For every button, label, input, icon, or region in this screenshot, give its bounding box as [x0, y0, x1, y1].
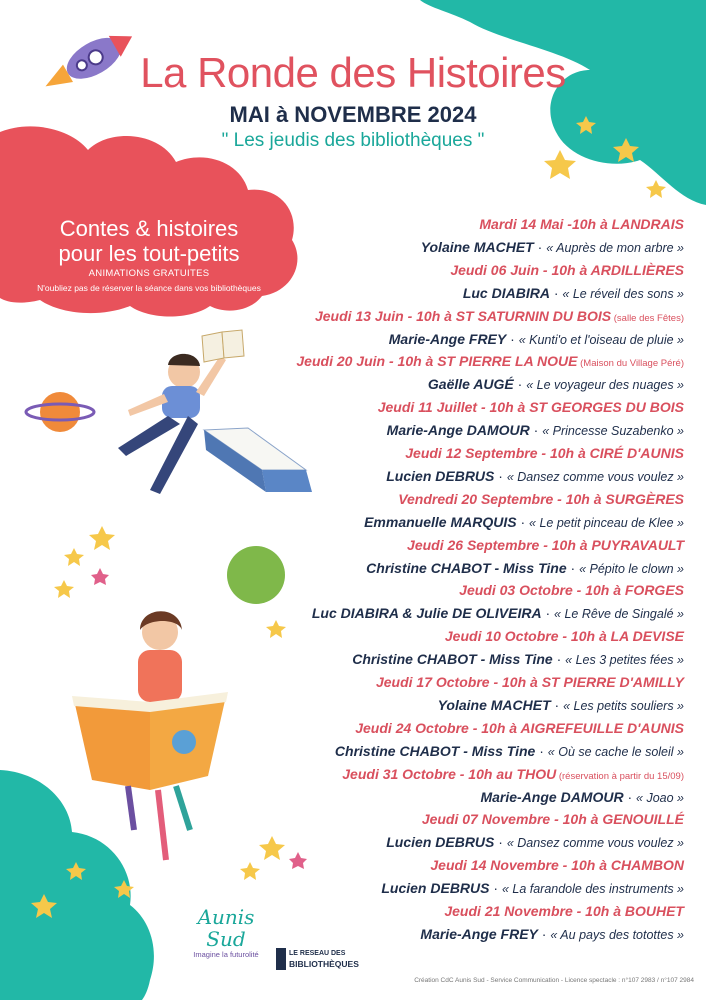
story-title: « Pépito le clown »	[579, 561, 684, 576]
event-item	[244, 580, 684, 626]
event-item	[244, 443, 684, 489]
event-storyteller-line	[244, 374, 684, 395]
aunis-sud-tagline: Imagine la futurolité	[193, 950, 259, 959]
separator-dot: ·	[513, 376, 527, 393]
event-date: Jeudi 03 Octobre - 10h à FORGES	[459, 582, 684, 599]
orange-planet-icon	[26, 392, 94, 432]
boy-illustration	[118, 354, 226, 494]
separator-dot: ·	[506, 330, 519, 347]
aunis-sud-wordmark: Aunis Sud	[197, 905, 255, 951]
story-title: « Dansez comme vous voulez »	[506, 469, 684, 484]
event-item	[244, 489, 684, 535]
credit-line: Création CdC Aunis Sud - Service Communication - Licence spectacle : n°107 2983 / n°107 2984	[414, 977, 694, 984]
event-item	[244, 764, 684, 810]
storyteller-name: Christine CHABOT - Miss Tine	[352, 651, 553, 668]
event-storyteller-line	[244, 237, 684, 258]
story-title: « Le voyageur des nuages »	[526, 378, 684, 393]
event-item	[244, 626, 684, 672]
event-date: Jeudi 11 Juillet - 10h à ST GEORGES DU BOIS	[377, 399, 684, 416]
storyteller-name: Marie-Ange FREY	[388, 330, 507, 347]
event-storyteller-line	[244, 603, 684, 624]
story-title: « Au pays des totottes »	[550, 927, 684, 942]
separator-dot: ·	[516, 513, 530, 530]
event-date: Jeudi 07 Novembre - 10h à GENOUILLÉ	[421, 811, 684, 828]
event-date: Mardi 14 Mai -10h à LANDRAIS	[479, 216, 684, 232]
story-title: « Auprès de mon arbre »	[546, 241, 684, 255]
free-animations-label: ANIMATIONS GRATUITES	[88, 268, 210, 279]
separator-dot: ·	[535, 742, 548, 759]
event-item	[244, 214, 684, 260]
event-storyteller-line	[244, 283, 684, 304]
story-title: « Kunti'o et l'oiseau de pluie »	[518, 332, 684, 347]
event-storyteller-line	[244, 832, 684, 853]
event-list	[244, 214, 684, 947]
story-title: « Princesse Suzabenko »	[542, 424, 684, 439]
event-date: Jeudi 21 Novembre - 10h à BOUHET	[444, 902, 684, 919]
cloud-heading-line1: Contes & histoires	[59, 216, 239, 241]
event-storyteller-line	[244, 649, 684, 670]
story-title: « La farandole des instruments »	[501, 882, 684, 897]
event-date: Jeudi 14 Novembre - 10h à CHAMBON	[430, 857, 684, 874]
storyteller-name: Marie-Ange DAMOUR	[386, 422, 530, 439]
event-storyteller-line	[244, 695, 684, 716]
separator-dot: ·	[529, 422, 543, 439]
separator-dot: ·	[566, 559, 580, 576]
storyteller-name: Christine CHABOT - Miss Tine	[366, 559, 567, 576]
event-venue-note: (réservation à partir du 15/09)	[556, 770, 684, 782]
storyteller-name: Luc DIABIRA & Julie DE OLIVEIRA	[311, 605, 542, 622]
event-storyteller-line	[244, 512, 684, 533]
event-item	[244, 397, 684, 443]
event-date: Jeudi 20 Juin - 10h à ST PIERRE LA NOUE	[296, 353, 578, 370]
story-title: « Les petits souliers »	[563, 698, 684, 713]
small-book-icon	[202, 330, 244, 362]
story-title: « Le petit pinceau de Klee »	[529, 515, 684, 530]
story-title: « Où se cache le soleil »	[547, 744, 684, 759]
event-item	[244, 306, 684, 352]
event-date-location	[244, 443, 684, 466]
separator-dot: ·	[494, 834, 507, 851]
event-storyteller-line	[244, 741, 684, 762]
event-storyteller-line	[244, 420, 684, 441]
event-date-location	[244, 718, 684, 741]
event-date-location	[244, 214, 684, 237]
reseau-logo-line1: LE RESEAU DES	[289, 950, 346, 957]
separator-dot: ·	[549, 284, 563, 301]
event-date: Jeudi 13 Juin - 10h à ST SATURNIN DU BOIS	[314, 307, 612, 324]
event-date-location	[244, 626, 684, 649]
storyteller-name: Christine CHABOT - Miss Tine	[334, 742, 536, 759]
event-storyteller-line	[244, 924, 684, 945]
storyteller-name: Emmanuelle MARQUIS	[364, 513, 517, 530]
event-date-location	[244, 764, 684, 787]
storyteller-name: Lucien DEBRUS	[386, 467, 495, 484]
separator-dot: ·	[494, 467, 507, 484]
library-icon	[276, 948, 286, 970]
story-title: « Le réveil des sons »	[562, 286, 684, 301]
event-item	[244, 855, 684, 901]
event-date: Vendredi 20 Septembre - 10h à SURGÈRES	[398, 490, 684, 507]
event-date-location	[244, 672, 684, 695]
storyteller-name: Marie-Ange DAMOUR	[480, 788, 624, 805]
event-date-location	[244, 580, 684, 603]
event-date-location	[244, 306, 684, 329]
storyteller-name: Lucien DEBRUS	[381, 880, 490, 897]
date-range-subtitle: MAI à NOVEMBRE 2024	[229, 102, 477, 127]
event-date-location	[244, 855, 684, 878]
separator-dot: ·	[489, 880, 502, 897]
event-date-location	[244, 489, 684, 512]
event-date-location	[244, 901, 684, 924]
event-date: Jeudi 12 Septembre - 10h à CIRÉ D'AUNIS	[405, 444, 684, 461]
separator-dot: ·	[533, 239, 547, 255]
event-date: Jeudi 06 Juin - 10h à ARDILLIÈRES	[450, 261, 684, 278]
event-date: Jeudi 31 Octobre - 10h au THOU	[342, 765, 557, 782]
tagline: " Les jeudis des bibliothèques "	[221, 130, 485, 151]
event-item	[244, 260, 684, 306]
event-date: Jeudi 24 Octobre - 10h à AIGREFEUILLE D'AUNIS	[355, 719, 684, 736]
separator-dot: ·	[552, 651, 566, 668]
event-item	[244, 351, 684, 397]
girl-on-book-illustration	[72, 611, 228, 860]
event-date: Jeudi 26 Septembre - 10h à PUYRAVAULT	[407, 536, 684, 553]
event-item	[244, 718, 684, 764]
storyteller-name: Lucien DEBRUS	[386, 834, 495, 851]
event-storyteller-line	[244, 558, 684, 579]
event-storyteller-line	[244, 787, 684, 808]
event-date-location	[244, 260, 684, 283]
page-title: La Ronde des Histoires	[140, 49, 566, 96]
event-date-location	[244, 397, 684, 420]
separator-dot: ·	[541, 605, 555, 622]
event-storyteller-line	[244, 466, 684, 487]
story-title: « Les 3 petites fées »	[565, 653, 684, 668]
event-venue-note: (salle des Fêtes)	[611, 312, 684, 324]
event-date-location	[244, 535, 684, 558]
storyteller-name: Luc DIABIRA	[462, 284, 550, 301]
storyteller-name: Marie-Ange FREY	[420, 925, 538, 942]
event-storyteller-line	[244, 329, 684, 350]
aunis-sud-logo	[188, 906, 264, 959]
storyteller-name: Yolaine MACHET	[437, 696, 551, 713]
event-storyteller-line	[244, 878, 684, 899]
event-item	[244, 809, 684, 855]
event-item	[244, 672, 684, 718]
reseau-logo-line2: BIBLIOTHÈQUES	[289, 959, 359, 969]
story-title: « Dansez comme vous voulez »	[506, 836, 684, 851]
cloud-heading-line2: pour les tout-petits	[58, 241, 240, 266]
event-item	[244, 901, 684, 947]
event-venue-note: (Maison du Village Péré)	[577, 358, 684, 370]
reservation-note: N'oubliez pas de réserver la séance dans vos bibliothèques	[37, 283, 261, 293]
event-date-location	[244, 809, 684, 832]
event-item	[244, 535, 684, 581]
separator-dot: ·	[537, 925, 551, 942]
story-title: « Le Rêve de Singalé »	[554, 607, 684, 622]
event-date: Jeudi 17 Octobre - 10h à ST PIERRE D'AMILLY	[375, 673, 684, 690]
separator-dot: ·	[623, 788, 637, 805]
story-title: « Joao »	[636, 790, 684, 805]
storyteller-name: Gaëlle AUGÉ	[427, 376, 514, 393]
separator-dot: ·	[550, 696, 564, 713]
storyteller-name: Yolaine MACHET	[420, 239, 534, 255]
event-date: Jeudi 10 Octobre - 10h à LA DEVISE	[444, 628, 684, 645]
event-date-location	[244, 351, 684, 374]
